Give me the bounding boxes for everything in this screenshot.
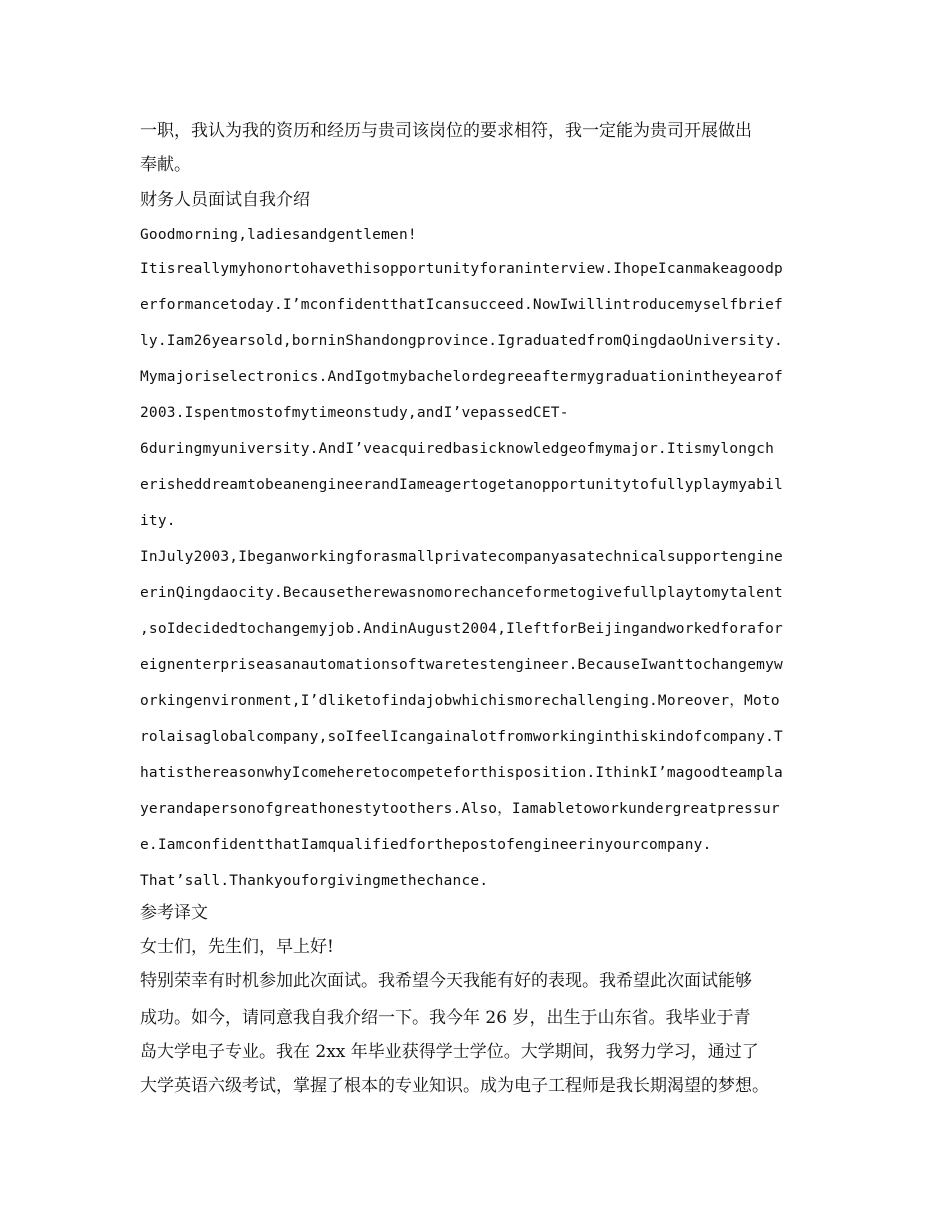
text-line: ly.Iam26yearsold,borninShandongprovince.IgraduatedfromQingdaoUniversity.	[140, 333, 783, 349]
text-line: orkingenvironment,I’dliketofindajobwhichismorechallenging.Moreover，Moto	[140, 693, 780, 709]
text-line: 特别荣幸有时机参加此次面试。我希望今天我能有好的表现。我希望此次面试能够	[140, 971, 752, 991]
text-line: eignenterpriseasanautomationsoftwaretestengineer.BecauseIwanttochangemyw	[140, 657, 783, 673]
text-line: 大学英语六级考试，掌握了根本的专业知识。成为电子工程师是我长期渴望的梦想。	[140, 1076, 769, 1096]
text-line: hatisthereasonwhyIcomeheretocompeteforthisposition.IthinkI’magoodteampla	[140, 765, 783, 781]
text-line: 一职，我认为我的资历和经历与贵司该岗位的要求相符，我一定能为贵司开展做出	[140, 121, 752, 141]
text-line: ity.	[140, 513, 176, 529]
text-line: 女士们，先生们，早上好!	[140, 937, 334, 957]
text-line: Mymajoriselectronics.AndIgotmybachelordegreeaftermygraduationintheyearof	[140, 369, 783, 385]
text-line: InJuly2003,Ibeganworkingforasmallprivatecompanyasatechnicalsupportengine	[140, 549, 783, 565]
text-line: 成功。如今，请同意我自我介绍一下。我今年 26 岁，出生于山东省。我毕业于青	[140, 1008, 751, 1028]
text-line: 奉献。	[140, 155, 191, 175]
text-line: e.IamconfidentthatIamqualifiedforthepostofengineerinyourcompany.	[140, 837, 712, 853]
text-line: Itisreallymyhonortohavethisopportunityforaninterview.IhopeIcanmakeagoodp	[140, 261, 783, 277]
text-line: erisheddreamtobeanengineerandIameagertogetanopportunitytofullyplaymyabil	[140, 477, 783, 493]
text-line: 岛大学电子专业。我在 2xx 年毕业获得学士学位。大学期间，我努力学习，通过了	[140, 1042, 759, 1062]
text-line: erinQingdaocity.Becausetherewasnomorechanceformetogivefullplaytomytalent	[140, 585, 783, 601]
text-line: Goodmorning,ladiesandgentlemen!	[140, 227, 417, 243]
text-line: 6duringmyuniversity.AndI’veacquiredbasicknowledgeofmymajor.Itismylongch	[140, 441, 775, 457]
text-line: 2003.Ispentmostofmytimeonstudy,andI’vepassedCET-	[140, 405, 569, 421]
text-line: That’sall.Thankyouforgivingmethechance.	[140, 873, 489, 889]
section-heading: 财务人员面试自我介绍	[140, 190, 310, 210]
text-line: erformancetoday.I’mconfidentthatIcansucceed.NowIwillintroducemyselfbrief	[140, 297, 783, 313]
text-line: rolaisaglobalcompany,soIfeelIcangainalotfromworkinginthiskindofcompany.T	[140, 729, 783, 745]
text-line: yerandapersonofgreathonestytoothers.Also，Iamabletoworkundergreatpressur	[140, 801, 780, 817]
text-line: ,soIdecidedtochangemyjob.AndinAugust2004,IleftforBeijingandworkedforafor	[140, 621, 783, 637]
section-heading: 参考译文	[140, 903, 208, 923]
